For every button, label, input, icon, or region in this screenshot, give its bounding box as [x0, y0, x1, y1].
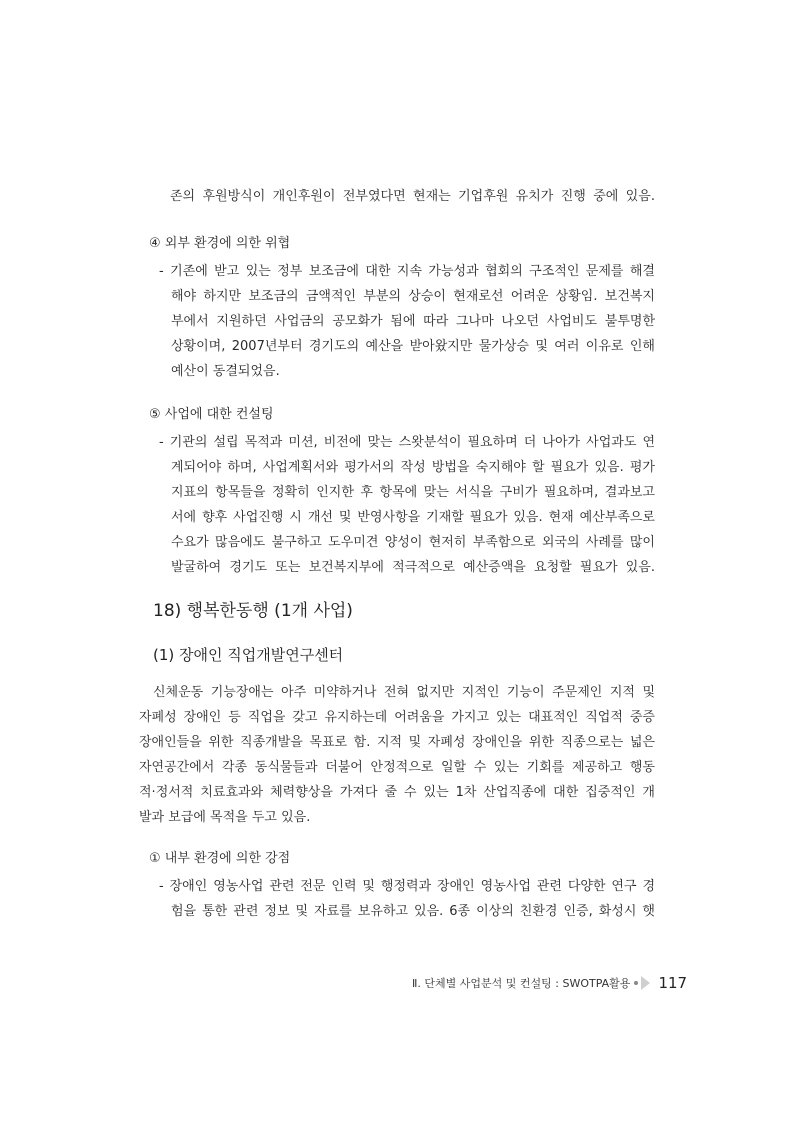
body-paragraph-line: 적·정서적 치료효과와 체력향상을 가져다 줄 수 있는 1차 산업직종에 대한 집중적인 개 — [139, 785, 655, 800]
consulting-heading: ⑤ 사업에 대한 컨설팅 — [149, 407, 274, 422]
body-paragraph-line: 장애인들을 위한 직종개발을 목표로 함. 지적 및 자폐성 장애인을 위한 직종으로는 넓은 — [139, 735, 655, 750]
threat-heading: ④ 외부 환경에 의한 위협 — [149, 236, 291, 251]
strength-heading: ① 내부 환경에 의한 강점 — [149, 851, 291, 866]
threat-line: 예산이 동결되었음. — [171, 364, 280, 379]
body-paragraph-line: 자연공간에서 각종 동식물들과 더불어 안정적으로 일할 수 있는 기회를 제공하고 행동 — [139, 760, 655, 775]
consulting-line: - 기관의 설립 목적과 미션, 비전에 맞는 스왓분석이 필요하며 더 나아가 사업과도 연 — [159, 435, 655, 450]
consulting-line: 발굴하여 경기도 또는 보건복지부에 적극적으로 예산증액을 요청할 필요가 있음. — [171, 560, 655, 575]
footer-chapter: Ⅱ. 단체별 사업분석 및 컨설팅 : SWOTPA활용 — [412, 977, 631, 990]
page-number: 117 — [658, 974, 688, 992]
threat-line: 상황이며, 2007년부터 경기도의 예산을 받아왔지만 물가상승 및 여러 이유로 인해 — [171, 339, 655, 354]
consulting-line: 수요가 많음에도 불구하고 도우미견 양성이 현저히 부족함으로 외국의 사례를 많이 — [171, 535, 655, 550]
continuation-line: 존의 후원방식이 개인후원이 전부였다면 현재는 기업후원 유치가 진행 중에 있음. — [170, 189, 655, 204]
subsection-title: (1) 장애인 직업개발연구센터 — [153, 646, 344, 664]
consulting-line: 지표의 항목들을 정확히 인지한 후 항목에 맞는 서식을 구비가 필요하며, 결과보고 — [171, 485, 655, 500]
body-paragraph-line: 신체운동 기능장애는 아주 미약하거나 전혀 없지만 지적인 기능이 주문제인 지적 및 — [153, 685, 655, 700]
body-paragraph-line: 발과 보급에 목적을 두고 있음. — [139, 810, 311, 825]
threat-line: - 기존에 받고 있는 정부 보조금에 대한 지속 가능성과 협회의 구조적인 문제를 해결 — [159, 264, 655, 279]
strength-line: - 장애인 영농사업 관련 전문 인력 및 행정력과 장애인 영농사업 관련 다양한 연구 경 — [159, 879, 655, 894]
consulting-line: 계되어야 하며, 사업계획서와 평가서의 작성 방법을 숙지해야 할 필요가 있음. 평가 — [171, 460, 655, 475]
body-paragraph-line: 자폐성 장애인 등 직업을 갖고 유지하는데 어려움을 가지고 있는 대표적인 직업적 중증 — [139, 710, 655, 725]
threat-line: 해야 하지만 보조금의 금액적인 부분의 상승이 현재로선 어려운 상황임. 보건복지 — [171, 289, 655, 304]
page-footer — [412, 974, 687, 992]
strength-line: 험을 통한 관련 정보 및 자료를 보유하고 있음. 6종 이상의 친환경 인증, 화성시 햇 — [171, 904, 655, 919]
consulting-line: 서에 향후 사업진행 시 개선 및 반영사항을 기재할 필요가 있음. 현재 예산부족으로 — [171, 510, 655, 525]
threat-line: 부에서 지원하던 사업금의 공모화가 됨에 따라 그나마 나오던 사업비도 불투명한 — [171, 314, 655, 329]
footer-dot-icon — [634, 981, 638, 985]
section-title: 18) 행복한동행 (1개 사업) — [153, 601, 353, 621]
footer-arrow-icon — [641, 976, 650, 990]
